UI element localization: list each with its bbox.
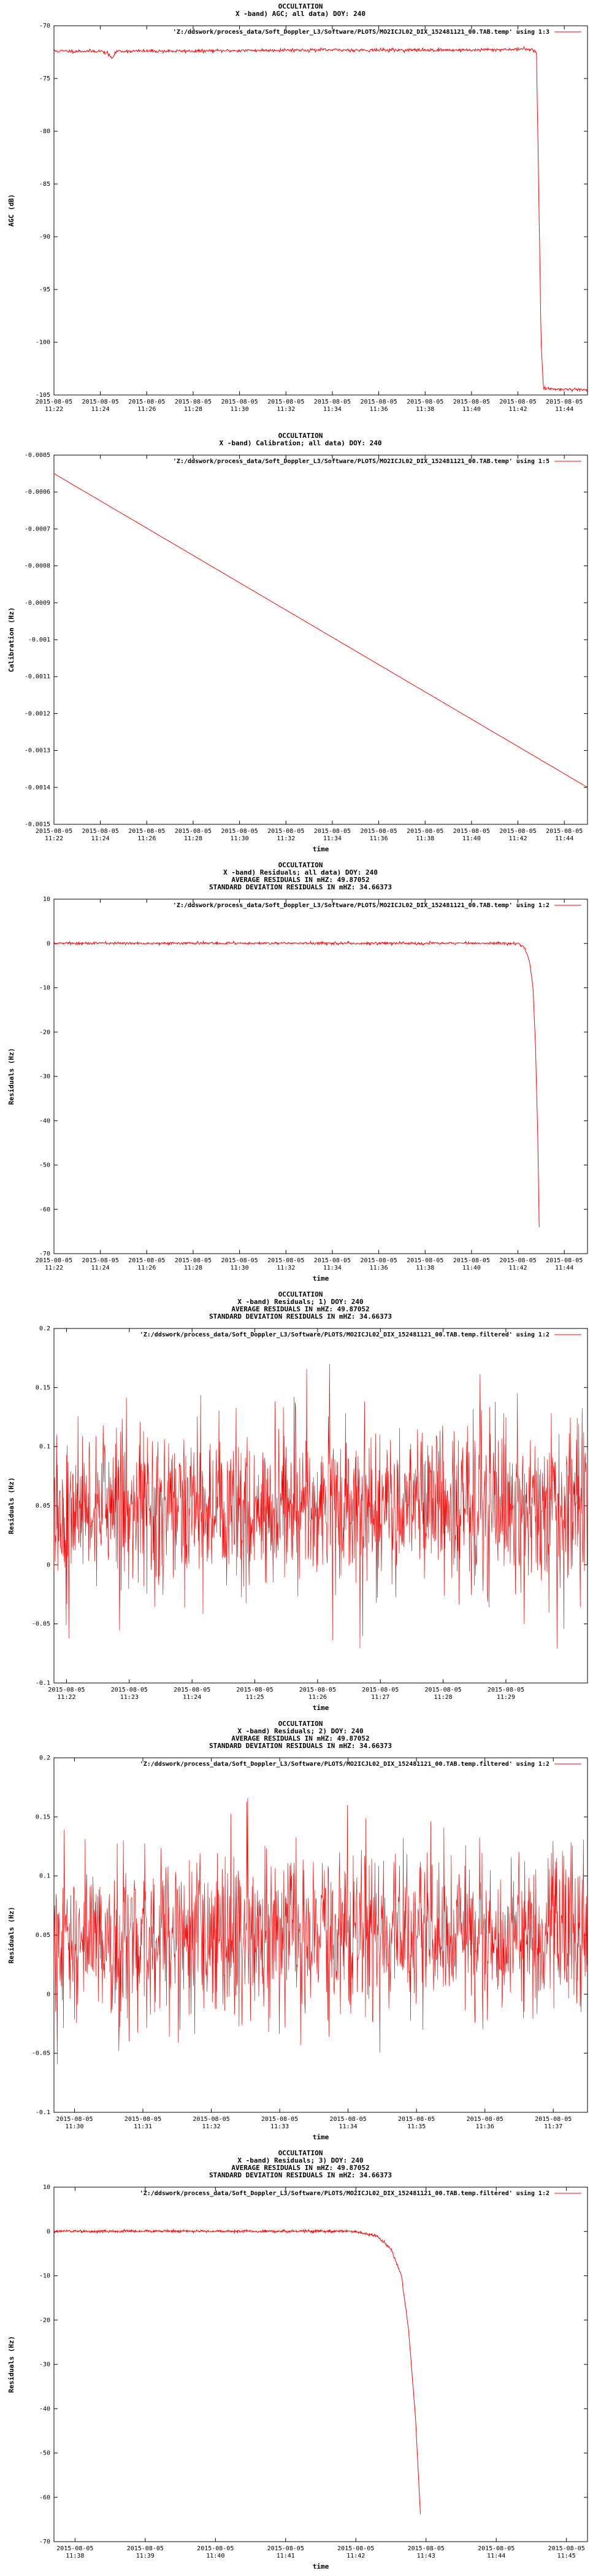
x-tick-label: 11:41 — [276, 2553, 295, 2559]
x-tick-label: 2015-08-05 — [453, 399, 490, 405]
y-tick-label: -0.0011 — [24, 673, 50, 681]
plot-frame — [54, 2187, 588, 2542]
legend-label: 'Z:/ddswork/process_data/Soft_Doppler_L3/Software/PLOTS/MO2ICJL02_DIX_152481121_00.TAB.temp.filtered' using 1:2 — [139, 2190, 549, 2197]
y-tick-label: 0.05 — [35, 1503, 50, 1509]
y-axis-label: Calibration (Hz) — [7, 607, 15, 672]
chart-title-line: X -band) Residuals; 2) DOY: 240 — [237, 1727, 364, 1735]
x-tick-label: 11:24 — [183, 1694, 202, 1701]
x-tick-label: 11:32 — [277, 1265, 296, 1271]
chart-title-line: STANDARD DEVIATION RESIDUALS IN mHZ: 34.66373 — [209, 883, 392, 891]
x-tick-label: 2015-08-05 — [128, 828, 166, 835]
y-tick-label: -10 — [39, 984, 50, 992]
legend-label: 'Z:/ddswork/process_data/Soft_Doppler_L3/Software/PLOTS/MO2ICJL02_DIX_152481121_00.TAB.temp' using 1:2 — [172, 902, 549, 909]
x-tick-label: 2015-08-05 — [128, 1257, 166, 1264]
x-tick-label: 11:30 — [65, 2123, 84, 2130]
chart-residuals-1 — [0, 1288, 601, 1717]
y-axis-label: Residuals (Hz) — [7, 1477, 15, 1535]
y-tick-label: 10 — [42, 2184, 50, 2191]
y-tick-label: -0.0012 — [24, 710, 50, 718]
x-tick-label: 2015-08-05 — [487, 1687, 525, 1693]
x-tick-label: 11:40 — [462, 1265, 481, 1271]
chart-title-line: AVERAGE RESIDUALS IN mHZ: 49.87052 — [231, 1735, 370, 1742]
y-tick-label: -0.1 — [35, 1680, 50, 1687]
x-tick-label: 2015-08-05 — [197, 2545, 234, 2552]
x-tick-label: 2015-08-05 — [126, 2545, 164, 2552]
chart-title-line: AVERAGE RESIDUALS IN mHZ: 49.87052 — [231, 2164, 370, 2172]
x-tick-label: 2015-08-05 — [407, 828, 444, 835]
chart-title-line: X -band) Residuals; all data) DOY: 240 — [223, 868, 378, 876]
series-line — [54, 47, 588, 391]
y-tick-label: -90 — [39, 234, 50, 240]
x-axis-label: time — [312, 2133, 329, 2141]
chart-panel-2 — [0, 429, 601, 859]
chart-title-line: OCCULTATION — [278, 1720, 323, 1728]
x-tick-label: 2015-08-05 — [424, 1687, 462, 1693]
y-tick-label: -70 — [39, 23, 50, 29]
y-tick-label: -60 — [39, 2494, 50, 2501]
x-tick-label: 11:44 — [555, 835, 574, 842]
chart-residuals-3 — [0, 2147, 601, 2576]
legend-label: 'Z:/ddswork/process_data/Soft_Doppler_L3/Software/PLOTS/MO2ICJL02_DIX_152481121_00.TAB.temp.filtered' using 1:2 — [139, 1761, 549, 1768]
x-tick-label: 11:36 — [369, 835, 388, 842]
x-tick-label: 2015-08-05 — [407, 2545, 445, 2552]
x-tick-label: 2015-08-05 — [56, 2545, 94, 2552]
x-tick-label: 2015-08-05 — [82, 1257, 119, 1264]
x-tick-label: 11:28 — [434, 1694, 453, 1701]
x-tick-label: 2015-08-05 — [174, 399, 212, 405]
y-tick-label: -30 — [39, 1073, 50, 1080]
x-tick-label: 2015-08-05 — [313, 828, 351, 835]
series-line — [54, 1798, 588, 2064]
x-tick-label: 11:36 — [369, 406, 388, 413]
y-tick-label: 0 — [46, 940, 50, 948]
chart-panel-1 — [0, 0, 601, 429]
x-tick-label: 11:34 — [323, 406, 342, 413]
x-tick-label: 2015-08-05 — [267, 2545, 304, 2552]
x-tick-label: 11:42 — [508, 1265, 527, 1271]
plot-frame — [54, 455, 588, 824]
x-tick-label: 11:26 — [308, 1694, 327, 1701]
y-tick-label: -0.0013 — [24, 747, 50, 754]
y-tick-label: -0.0006 — [24, 489, 50, 496]
y-tick-label: -105 — [35, 392, 50, 399]
x-tick-label: 2015-08-05 — [398, 2116, 435, 2123]
x-tick-label: 11:24 — [91, 406, 110, 413]
x-tick-label: 2015-08-05 — [407, 399, 444, 405]
y-tick-label: -70 — [39, 2539, 50, 2545]
x-tick-label: 11:40 — [206, 2553, 225, 2559]
series-line — [54, 941, 539, 1227]
x-axis-label: time — [312, 845, 329, 853]
x-tick-label: 11:34 — [323, 835, 342, 842]
y-tick-label: 0 — [46, 2228, 50, 2236]
x-tick-label: 2015-08-05 — [313, 399, 351, 405]
series-line — [54, 473, 588, 788]
chart-title-line: X -band) Calibration; all data) DOY: 240 — [219, 439, 382, 447]
x-tick-label: 11:31 — [133, 2123, 153, 2130]
y-tick-label: -0.0007 — [24, 526, 50, 533]
x-tick-label: 2015-08-05 — [56, 2116, 93, 2123]
x-tick-label: 2015-08-05 — [360, 1257, 397, 1264]
x-tick-label: 11:28 — [183, 1265, 203, 1271]
x-tick-label: 11:44 — [555, 1265, 574, 1271]
x-tick-label: 11:35 — [407, 2123, 426, 2130]
x-tick-label: 11:45 — [557, 2553, 576, 2559]
chart-title-line: X -band) AGC; all data) DOY: 240 — [235, 10, 366, 18]
x-tick-label: 11:32 — [202, 2123, 221, 2130]
x-tick-label: 11:43 — [416, 2553, 435, 2559]
x-tick-label: 2015-08-05 — [174, 828, 212, 835]
y-tick-label: -75 — [39, 75, 50, 82]
x-tick-label: 2015-08-05 — [453, 1257, 490, 1264]
x-tick-label: 2015-08-05 — [360, 399, 397, 405]
y-tick-label: 0.15 — [35, 1384, 50, 1392]
legend-label: 'Z:/ddswork/process_data/Soft_Doppler_L3/Software/PLOTS/MO2ICJL02_DIX_152481121_00.TAB.temp.filtered' using 1:2 — [139, 1332, 549, 1338]
x-tick-label: 11:42 — [508, 406, 527, 413]
y-tick-label: -50 — [39, 1162, 50, 1169]
plot-frame — [54, 26, 588, 395]
y-tick-label: -40 — [39, 2405, 50, 2413]
chart-residuals-2 — [0, 1717, 601, 2147]
x-tick-label: 2015-08-05 — [453, 828, 490, 835]
x-tick-label: 2015-08-05 — [466, 2116, 503, 2123]
y-tick-label: -95 — [39, 286, 50, 293]
y-tick-label: 0.2 — [39, 1325, 50, 1332]
chart-panel-6 — [0, 2147, 601, 2576]
y-tick-label: -0.0008 — [24, 562, 50, 570]
x-tick-label: 2015-08-05 — [478, 2545, 515, 2552]
x-axis-label: time — [312, 1275, 329, 1282]
chart-title-line: AVERAGE RESIDUALS IN mHZ: 49.87052 — [231, 876, 370, 884]
x-tick-label: 11:34 — [323, 1265, 342, 1271]
x-tick-label: 2015-08-05 — [329, 2116, 367, 2123]
x-tick-label: 11:36 — [369, 1265, 388, 1271]
x-tick-label: 11:22 — [44, 1265, 64, 1271]
y-tick-label: 0.15 — [35, 1814, 50, 1821]
x-tick-label: 11:38 — [416, 1265, 435, 1271]
x-tick-label: 11:38 — [416, 835, 435, 842]
y-axis-label: Residuals (Hz) — [7, 2336, 15, 2393]
x-tick-label: 11:26 — [137, 835, 156, 842]
chart-title-line: OCCULTATION — [278, 1290, 323, 1298]
x-tick-label: 2015-08-05 — [82, 399, 119, 405]
x-tick-label: 2015-08-05 — [221, 399, 258, 405]
x-tick-label: 2015-08-05 — [535, 2116, 572, 2123]
y-tick-label: 0.1 — [39, 1873, 50, 1880]
y-tick-label: -0.0005 — [24, 452, 50, 459]
x-tick-label: 11:29 — [496, 1694, 515, 1701]
x-tick-label: 11:44 — [555, 406, 574, 413]
chart-title-line: OCCULTATION — [278, 432, 323, 440]
chart-title-line: STANDARD DEVIATION RESIDUALS IN mHZ: 34.66373 — [209, 1742, 392, 1750]
y-tick-label: -40 — [39, 1117, 50, 1125]
legend-label: 'Z:/ddswork/process_data/Soft_Doppler_L3/Software/PLOTS/MO2ICJL02_DIX_152481121_00.TAB.temp' using 1:5 — [172, 458, 549, 465]
series-line — [54, 1364, 588, 1649]
y-tick-label: -50 — [39, 2450, 50, 2457]
x-tick-label: 11:30 — [230, 1265, 249, 1271]
x-tick-label: 11:34 — [339, 2123, 358, 2130]
x-tick-label: 11:40 — [462, 406, 481, 413]
x-tick-label: 11:30 — [230, 406, 249, 413]
x-tick-label: 2015-08-05 — [261, 2116, 299, 2123]
chart-panel-3 — [0, 859, 601, 1288]
x-tick-label: 2015-08-05 — [174, 1687, 211, 1693]
x-axis-label: time — [312, 1704, 329, 1712]
x-tick-label: 11:37 — [544, 2123, 563, 2130]
chart-title-line: OCCULTATION — [278, 2, 323, 10]
y-tick-label: -0.0015 — [24, 821, 50, 828]
chart-agc — [0, 0, 601, 429]
chart-title-line: X -band) Residuals; 1) DOY: 240 — [237, 1298, 364, 1306]
chart-title-line: OCCULTATION — [278, 861, 323, 869]
x-tick-label: 2015-08-05 — [82, 828, 119, 835]
x-tick-label: 2015-08-05 — [499, 399, 537, 405]
y-axis-label: Residuals (Hz) — [7, 1048, 15, 1105]
x-tick-label: 11:44 — [487, 2553, 506, 2559]
x-tick-label: 2015-08-05 — [35, 828, 73, 835]
x-tick-label: 2015-08-05 — [35, 1257, 73, 1264]
chart-title-line: OCCULTATION — [278, 2149, 323, 2157]
x-tick-label: 11:32 — [277, 406, 296, 413]
chart-title-line: X -band) Residuals; 3) DOY: 240 — [237, 2156, 364, 2164]
y-tick-label: -20 — [39, 1029, 50, 1036]
x-tick-label: 2015-08-05 — [124, 2116, 162, 2123]
legend-label: 'Z:/ddswork/process_data/Soft_Doppler_L3/Software/PLOTS/MO2ICJL02_DIX_152481121_00.TAB.temp' using 1:3 — [172, 29, 549, 36]
y-tick-label: 0.05 — [35, 1932, 50, 1939]
x-tick-label: 11:23 — [120, 1694, 139, 1701]
y-tick-label: -80 — [39, 128, 50, 135]
y-tick-label: -0.1 — [35, 2109, 50, 2116]
x-tick-label: 2015-08-05 — [35, 399, 73, 405]
y-axis-label: AGC (dB) — [7, 194, 15, 227]
y-tick-label: 0.2 — [39, 1755, 50, 1761]
y-tick-label: -0.001 — [28, 637, 50, 643]
x-tick-label: 2015-08-05 — [499, 1257, 537, 1264]
y-tick-label: -0.0009 — [24, 599, 50, 607]
series-line — [54, 2229, 421, 2515]
x-tick-label: 2015-08-05 — [128, 399, 166, 405]
x-tick-label: 11:24 — [91, 835, 110, 842]
x-tick-label: 11:38 — [66, 2553, 85, 2559]
x-tick-label: 2015-08-05 — [236, 1687, 274, 1693]
y-tick-label: 0 — [46, 1991, 50, 1998]
y-tick-label: -0.0014 — [24, 784, 50, 791]
x-tick-label: 11:22 — [44, 406, 64, 413]
y-tick-label: -85 — [39, 181, 50, 188]
x-tick-label: 2015-08-05 — [546, 399, 583, 405]
x-tick-label: 11:26 — [137, 406, 156, 413]
x-tick-label: 2015-08-05 — [546, 1257, 583, 1264]
x-tick-label: 2015-08-05 — [221, 1257, 258, 1264]
x-tick-label: 11:26 — [137, 1265, 156, 1271]
x-tick-label: 11:24 — [91, 1265, 110, 1271]
y-tick-label: -20 — [39, 2317, 50, 2324]
x-tick-label: 11:22 — [57, 1694, 76, 1701]
y-tick-label: 10 — [42, 896, 50, 903]
chart-panel-4 — [0, 1288, 601, 1717]
x-tick-label: 2015-08-05 — [48, 1687, 85, 1693]
x-tick-label: 2015-08-05 — [337, 2545, 375, 2552]
y-tick-label: -70 — [39, 1251, 50, 1257]
x-tick-label: 11:40 — [462, 835, 481, 842]
y-axis-label: Residuals (Hz) — [7, 1906, 15, 1964]
chart-calibration — [0, 429, 601, 859]
x-tick-label: 2015-08-05 — [499, 828, 537, 835]
x-tick-label: 11:28 — [183, 835, 203, 842]
x-tick-label: 2015-08-05 — [313, 1257, 351, 1264]
x-tick-label: 11:39 — [136, 2553, 155, 2559]
x-tick-label: 11:38 — [416, 406, 435, 413]
x-tick-label: 11:32 — [277, 835, 296, 842]
y-tick-label: 0.1 — [39, 1443, 50, 1451]
x-tick-label: 2015-08-05 — [548, 2545, 585, 2552]
y-tick-label: -0.05 — [31, 1620, 50, 1628]
y-tick-label: -30 — [39, 2361, 50, 2368]
chart-panel-5 — [0, 1717, 601, 2147]
chart-residuals-all — [0, 859, 601, 1288]
x-tick-label: 11:30 — [230, 835, 249, 842]
x-tick-label: 11:27 — [371, 1694, 390, 1701]
x-tick-label: 2015-08-05 — [267, 399, 305, 405]
y-tick-label: -10 — [39, 2272, 50, 2280]
x-tick-label: 2015-08-05 — [110, 1687, 148, 1693]
x-tick-label: 11:22 — [44, 835, 64, 842]
x-tick-label: 2015-08-05 — [193, 2116, 230, 2123]
chart-title-line: STANDARD DEVIATION RESIDUALS IN mHZ: 34.66373 — [209, 1313, 392, 1321]
x-tick-label: 2015-08-05 — [267, 828, 305, 835]
x-tick-label: 2015-08-05 — [362, 1687, 399, 1693]
x-tick-label: 11:28 — [183, 406, 203, 413]
x-tick-label: 2015-08-05 — [299, 1687, 336, 1693]
x-tick-label: 11:42 — [508, 835, 527, 842]
x-tick-label: 11:33 — [270, 2123, 289, 2130]
plot-frame — [54, 899, 588, 1254]
x-tick-label: 2015-08-05 — [546, 828, 583, 835]
x-tick-label: 2015-08-05 — [267, 1257, 305, 1264]
x-tick-label: 11:25 — [245, 1694, 264, 1701]
chart-title-line: STANDARD DEVIATION RESIDUALS IN mHZ: 34.66373 — [209, 2171, 392, 2179]
y-tick-label: 0 — [46, 1562, 50, 1569]
y-tick-label: -0.05 — [31, 2050, 50, 2057]
x-axis-label: time — [312, 2563, 329, 2570]
chart-title-line: AVERAGE RESIDUALS IN mHZ: 49.87052 — [231, 1305, 370, 1313]
x-tick-label: 2015-08-05 — [407, 1257, 444, 1264]
x-tick-label: 11:42 — [346, 2553, 366, 2559]
x-tick-label: 2015-08-05 — [174, 1257, 212, 1264]
x-tick-label: 2015-08-05 — [221, 828, 258, 835]
y-tick-label: -100 — [35, 339, 50, 346]
x-tick-label: 11:36 — [475, 2123, 494, 2130]
x-tick-label: 2015-08-05 — [360, 828, 397, 835]
y-tick-label: -60 — [39, 1206, 50, 1213]
